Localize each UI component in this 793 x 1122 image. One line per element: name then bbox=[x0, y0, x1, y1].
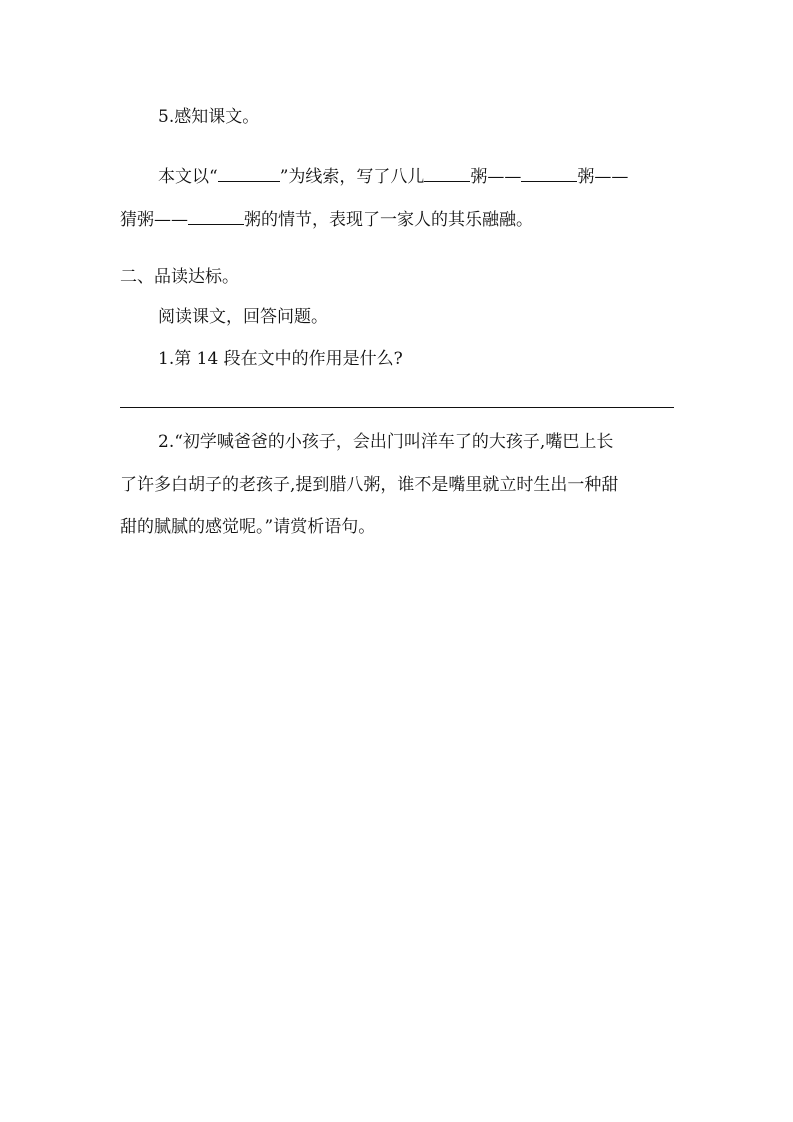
fill-blank-2[interactable] bbox=[521, 163, 577, 182]
question-2-line3: 甜的腻腻的感觉呢。”请赏析语句。 bbox=[120, 517, 376, 537]
q5-text-2: ”为线索，写了八儿 bbox=[279, 167, 425, 187]
answer-line[interactable] bbox=[120, 407, 674, 408]
q5-line2 bbox=[120, 206, 533, 232]
instruction-text: 阅读课文，回答问题。 bbox=[158, 307, 328, 327]
q5-text-1: 本文以“ bbox=[158, 167, 218, 187]
q5-text-6: 粥的情节，表现了一家人的其乐融融。 bbox=[244, 210, 533, 230]
q5-text-3: 粥—— bbox=[470, 167, 522, 187]
fill-blank-clue[interactable] bbox=[218, 163, 280, 182]
q5-title: 5.感知课文。 bbox=[158, 107, 260, 127]
fill-blank-1[interactable] bbox=[424, 163, 470, 182]
q5-text-4: 粥—— bbox=[577, 167, 629, 187]
section-heading: 二、品读达标。 bbox=[120, 267, 239, 287]
fill-blank-3[interactable] bbox=[188, 206, 244, 225]
question-1: 1.第 14 段在文中的作用是什么? bbox=[158, 349, 403, 369]
q5-line1 bbox=[158, 163, 628, 189]
q5-text-5: 猜粥—— bbox=[120, 210, 188, 230]
question-2-line1: 2.“初学喊爸爸的小孩子，会出门叫洋车了的大孩子,嘴巴上长 bbox=[158, 432, 614, 452]
question-2-line2: 了许多白胡子的老孩子,提到腊八粥，谁不是嘴里就立时生出一种甜 bbox=[120, 475, 619, 495]
